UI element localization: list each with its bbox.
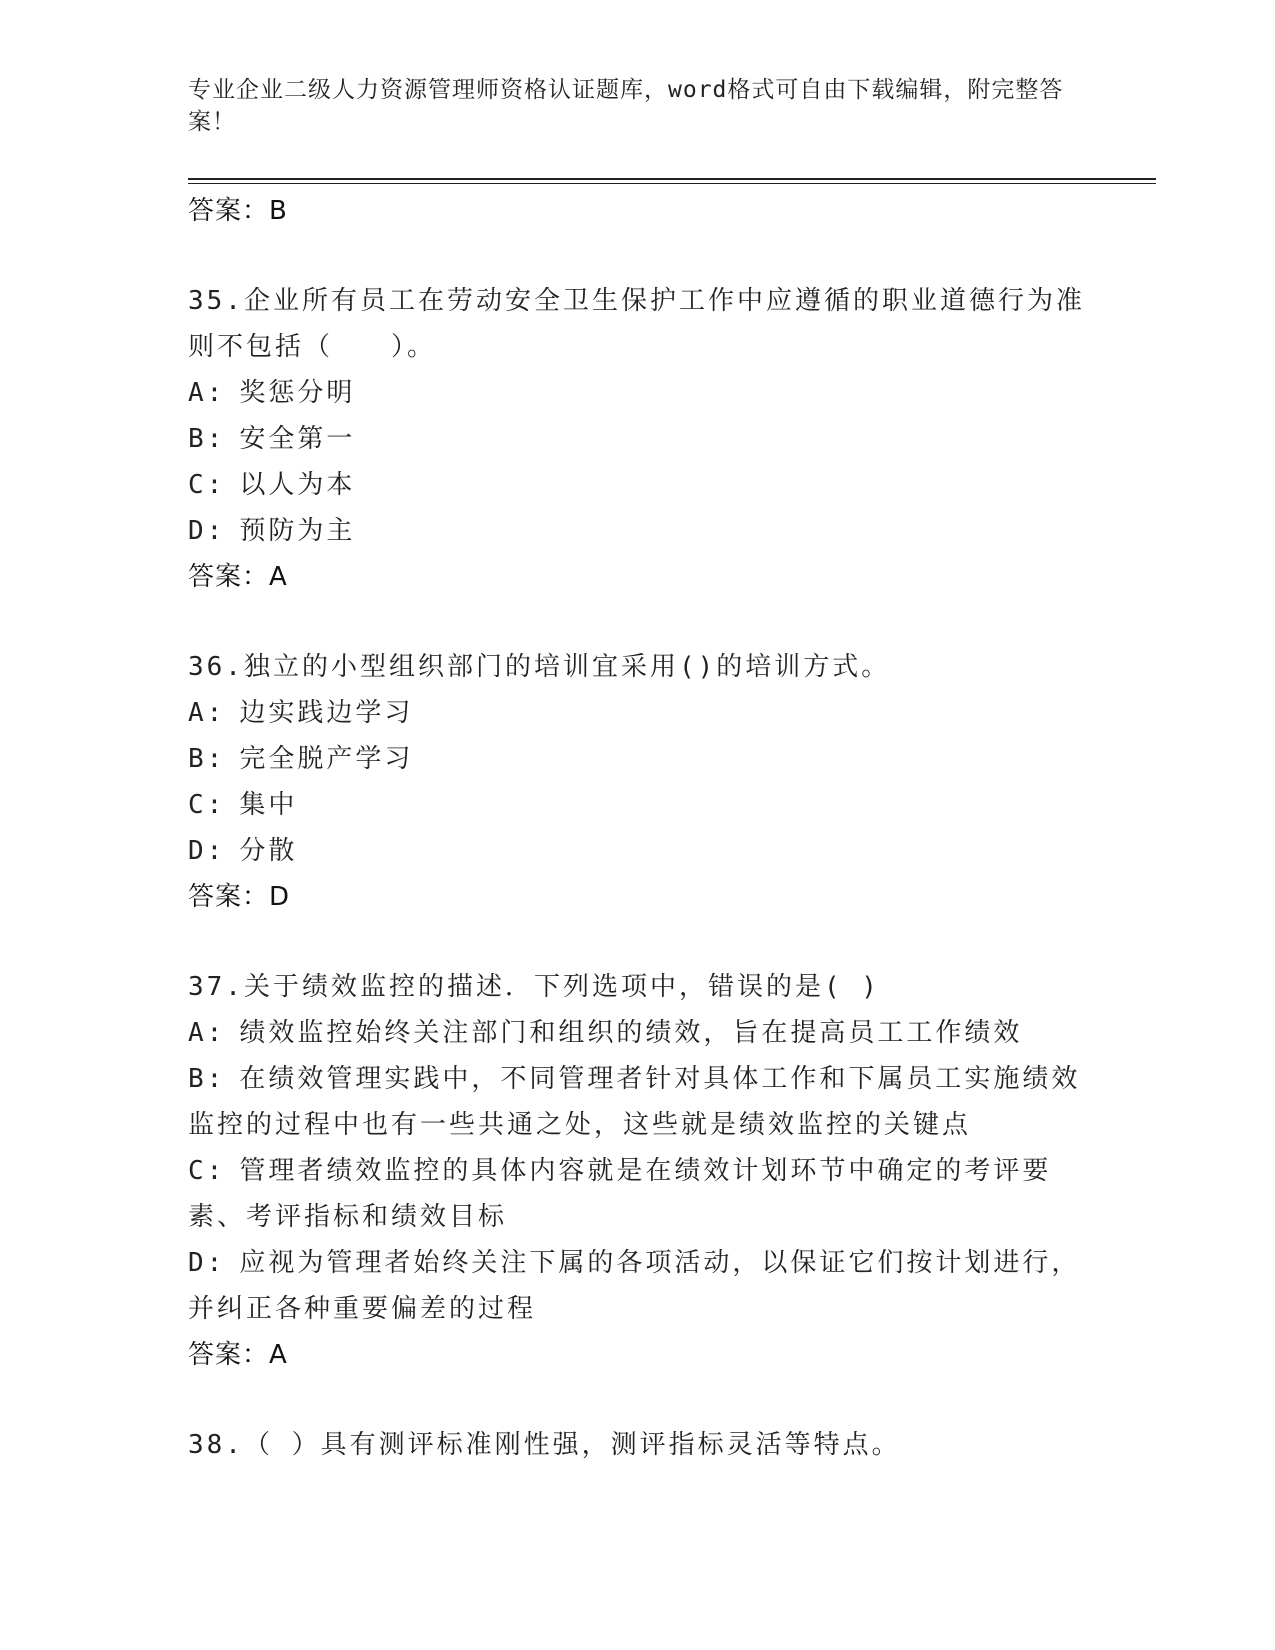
page-header: 专业企业二级人力资源管理师资格认证题库，word格式可自由下载编辑，附完整答案！	[188, 77, 1064, 135]
option-c	[188, 1148, 1088, 1240]
option-key: A:	[188, 698, 226, 728]
option-text: 奖惩分明	[239, 378, 356, 408]
option-d	[188, 508, 1088, 554]
option-d	[188, 828, 1088, 874]
answer-label: 答案：	[188, 562, 270, 592]
question-stem: 35.企业所有员工在劳动安全卫生保护工作中应遵循的职业道德行为准则不包括（ ）。	[188, 286, 1085, 362]
question-38	[188, 1422, 1088, 1468]
option-key: B:	[188, 424, 226, 454]
option-key: D:	[188, 516, 226, 546]
option-text: 在绩效管理实践中，不同管理者针对具体工作和下属员工实施绩效监控的过程中也有一些共通之处，这些就是绩效监控的关键点	[188, 1064, 1081, 1140]
answer-label: 答案：	[188, 196, 270, 226]
header-divider-thin	[188, 183, 1156, 184]
option-text: 边实践边学习	[239, 698, 414, 728]
option-text: 管理者绩效监控的具体内容就是在绩效计划环节中确定的考评要素、考评指标和绩效目标	[188, 1156, 1052, 1232]
option-key: D:	[188, 836, 226, 866]
option-c	[188, 782, 1088, 828]
option-key: A:	[188, 378, 226, 408]
answer-line	[188, 1332, 1088, 1378]
question-37	[188, 964, 1088, 1378]
question-stem: 36.独立的小型组织部门的培训宜采用()的培训方式。	[188, 652, 891, 682]
option-text: 以人为本	[239, 470, 356, 500]
option-text: 安全第一	[239, 424, 356, 454]
option-key: B:	[188, 744, 226, 774]
option-c	[188, 462, 1088, 508]
answer-label: 答案：	[188, 882, 270, 912]
question-36	[188, 644, 1088, 920]
answer-value: A	[269, 562, 288, 592]
answer-line	[188, 554, 1088, 600]
option-text: 绩效监控始终关注部门和组织的绩效，旨在提高员工工作绩效	[239, 1018, 1023, 1048]
question-35	[188, 278, 1088, 600]
option-b	[188, 416, 1088, 462]
option-text: 应视为管理者始终关注下属的各项活动，以保证它们按计划进行，并纠正各种重要偏差的过程	[188, 1248, 1081, 1324]
question-stem: 37.关于绩效监控的描述．下列选项中，错误的是( )	[188, 972, 880, 1002]
answer-line	[188, 874, 1088, 920]
option-key: C:	[188, 1156, 226, 1186]
question-stem: 38.（ ）具有测评标准刚性强，测评指标灵活等特点。	[188, 1430, 901, 1460]
answer-value: B	[269, 196, 288, 226]
option-key: D:	[188, 1248, 226, 1278]
option-a	[188, 1010, 1088, 1056]
answer-label: 答案：	[188, 1340, 270, 1370]
option-d	[188, 1240, 1088, 1332]
option-key: C:	[188, 470, 226, 500]
answer-line	[188, 188, 1088, 234]
answer-value: A	[269, 1340, 288, 1370]
option-key: A:	[188, 1018, 226, 1048]
option-text: 分散	[239, 836, 298, 866]
option-b	[188, 736, 1088, 782]
option-key: B:	[188, 1064, 226, 1094]
option-text: 完全脱产学习	[239, 744, 414, 774]
option-text: 集中	[239, 790, 298, 820]
question-list	[188, 188, 1088, 1468]
answer-value: D	[269, 882, 291, 912]
option-text: 预防为主	[239, 516, 356, 546]
header-divider	[188, 178, 1156, 180]
option-key: C:	[188, 790, 226, 820]
option-a	[188, 690, 1088, 736]
option-b	[188, 1056, 1088, 1148]
option-a	[188, 370, 1088, 416]
